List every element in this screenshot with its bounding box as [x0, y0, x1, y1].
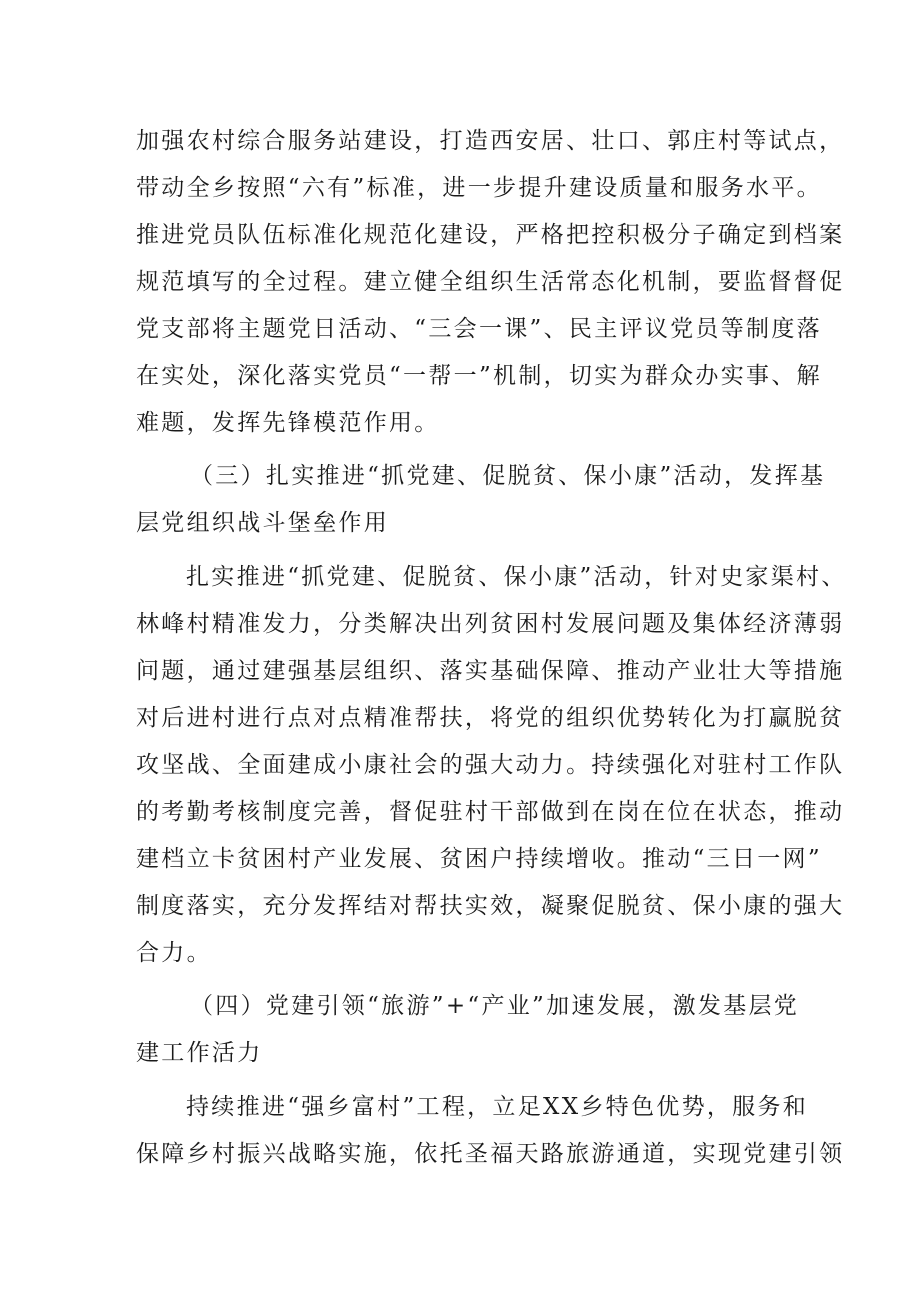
section-heading-line: （三）扎实推进“抓党建、促脱贫、保小康”活动，发挥基: [190, 463, 826, 489]
body-text-line: 林峰村精准发力，分类解决出列贫困村发展问题及集体经济薄弱: [136, 611, 845, 637]
body-text-line: 制度落实，充分发挥结对帮扶实效，凝聚促脱贫、保小康的强大: [136, 893, 845, 919]
section-heading-line: 建工作活力: [136, 1040, 263, 1066]
section-heading-line: （四）党建引领“旅游”+“产业”加速发展，激发基层党: [190, 993, 800, 1019]
body-text-line: 加强农村综合服务站建设，打造西安居、壮口、郭庄村等试点，: [136, 128, 845, 154]
body-text-line: 的考勤考核制度完善，督促驻村干部做到在岗在位在状态，推动: [136, 799, 845, 825]
body-text-line: 带动全乡按照“六有”标准，进一步提升建设质量和服务水平。: [136, 175, 822, 201]
body-text-line: 党支部将主题党日活动、“三会一课”、民主评议党员等制度落: [136, 316, 822, 342]
body-text-line: 攻坚战、全面建成小康社会的强大动力。持续强化对驻村工作队: [136, 752, 845, 778]
body-text-line: 在实处，深化落实党员“一帮一”机制，切实为群众办实事、解: [136, 363, 822, 389]
body-text-line: 合力。: [136, 940, 212, 966]
body-text-line: 建档立卡贫困村产业发展、贫困户持续增收。推动“三日一网”: [136, 846, 822, 872]
body-text-line: 问题，通过建强基层组织、落实基础保障、推动产业壮大等措施: [136, 658, 845, 684]
section-heading-line: 层党组织战斗堡垒作用: [136, 510, 389, 536]
body-text-line: 推进党员队伍标准化规范化建设，严格把控积极分子确定到档案: [136, 222, 845, 248]
body-text-line: 保障乡村振兴战略实施，依托圣福天路旅游通道，实现党建引领: [136, 1141, 845, 1167]
body-text-line: 对后进村进行点对点精准帮扶，将党的组织优势转化为打赢脱贫: [136, 705, 845, 731]
body-text-line: 规范填写的全过程。建立健全组织生活常态化机制，要监督督促: [136, 269, 845, 295]
body-text-line: 持续推进“强乡富村”工程，立足XX乡特色优势，服务和: [186, 1094, 809, 1120]
body-text-line: 扎实推进“抓党建、促脱贫、保小康”活动，针对史家渠村、: [186, 564, 847, 590]
body-text-line: 难题，发挥先锋模范作用。: [136, 410, 440, 436]
